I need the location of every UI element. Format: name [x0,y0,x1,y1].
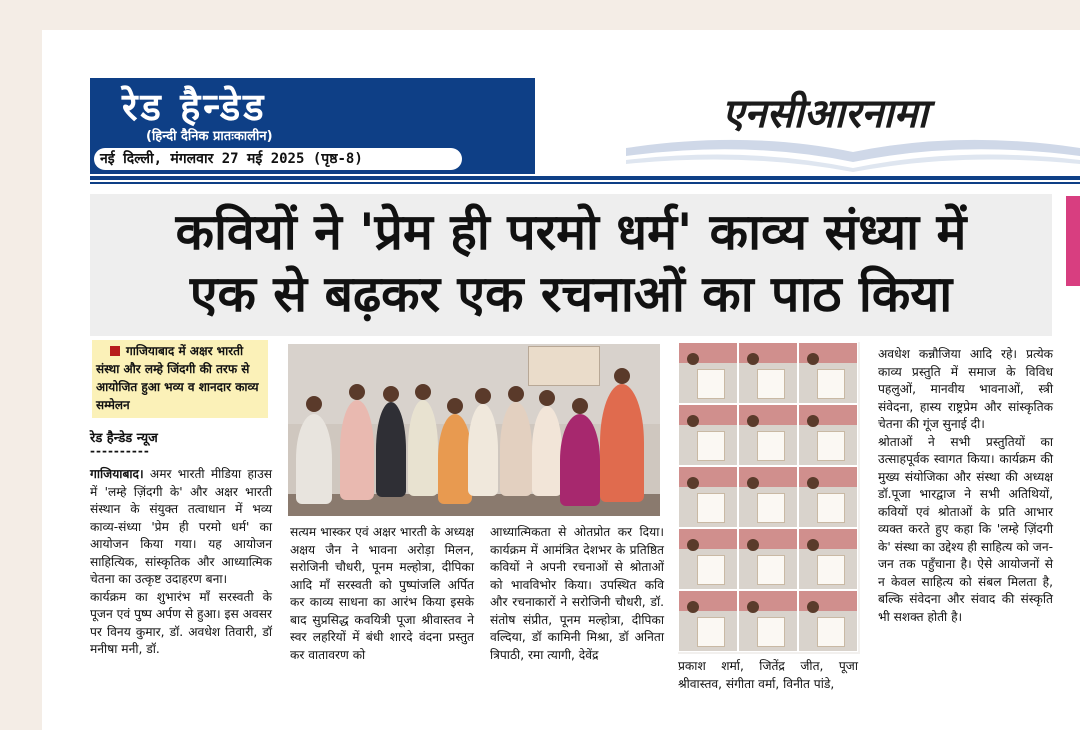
collage-photo [798,590,858,652]
section-title: एनसीआरनामा [722,90,928,137]
masthead-rule [90,176,1080,180]
collage-photo [738,466,798,528]
event-group-photo [288,344,660,516]
headline-line-1: कवियों ने 'प्रेम ही परमो धर्म' काव्य संध्या में [175,203,967,261]
article-paragraph: अमर भारती मीडिया हाउस में 'लम्हे ज़िंदगी के' और अक्षर भारती संस्थान के संयुक्त तत्वाधान में भव्य काव्य-संध्या 'प्रेम ही परमो धर्म' का आयोजन किया गया। यह आयोजन साहित्यिक, सांस्कृतिक और आध्यात्मिक चेतना का उत्कृष्ट उदाहरण बना। [90,467,272,586]
byline: रेड हैन्डेड न्यूज [90,431,158,446]
article-column-3: आध्यात्मिकता से ओतप्रोत कर दिया। कार्यक्रम में आमंत्रित देशभर के प्रतिष्ठित कवियों ने अपनी रचनाओं से श्रोताओं को भावविभोर किया। उपस्थित कवि और रचनाकारों ने सरोजिनी चौधरी, डॉ. संतोष संप्रीत, पूनम मल्होत्रा, दीपिका वल्दिया, डॉ कामिनी मिश्रा, डॉ अनिता त्रिपाठी, रमा त्यागी, देवेंद्र [490,525,664,662]
masthead-title: रेड हैन्डेड [122,84,267,129]
article-paragraph: अवधेश कन्नौजिया आदि रहे। प्रत्येक काव्य प्रस्तुति में समाज के विविध पहलुओं, मानवीय भावनाओं, स्त्री संवेदना, हास्य राष्ट्रप्रेम और सांस्कृतिक चेतना की गूंज सुनाई दी। [878,347,1053,431]
collage-photo [678,404,738,466]
adjacent-article-edge [1066,196,1080,286]
masthead-subtitle: (हिन्दी दैनिक प्रातःकालीन) [146,129,273,144]
collage-photo [798,404,858,466]
collage-photo [738,590,798,652]
collage-photo [738,528,798,590]
headline-line-2: एक से बढ़कर एक रचनाओं का पाठ किया [189,265,953,323]
collage-photo [738,342,798,404]
photo-banner [528,346,600,386]
highlight-box [92,340,268,418]
collage-photo [678,528,738,590]
collage-photo [798,342,858,404]
headline-block [90,194,1052,336]
article-dateline: गाजियाबाद। [90,467,144,481]
byline-divider: ---------- [90,444,150,458]
collage-photo [678,342,738,404]
collage-photo [678,466,738,528]
masthead-dateline: नई दिल्ली, मंगलवार 27 मई 2025 (पृष्ठ-8) [94,148,462,170]
article-paragraph: श्रोताओं ने सभी प्रस्तुतियों का उत्साहपूर्वक स्वागत किया। कार्यक्रम की मुख्य संयोजिका और संस्था की अध्यक्ष डॉ.पूजा भारद्वाज ने सभी अतिथियों, कवियों एवं श्रोताओं के प्रति आभार व्यक्त करते हुए कहा कि 'लम्हे ज़िंदगी के' संस्था का उद्देश्य ही साहित्य को जन-जन तक पहुँचाना है। ऐसे आयोजनों से न केवल साहित्य को संबल मिलता है, बल्कि संवेदना और संवाद की संस्कृति भी सशक्त होती है। [878,434,1053,624]
article-paragraph: कार्यक्रम का शुभारंभ माँ सरस्वती के पूजन एवं पुष्प अर्पण से हुआ। इस अवसर पर विनय कुमार, डॉ. अवधेश तिवारी, डॉ मनीषा मनी, डॉ. [90,589,272,656]
article-column-1 [90,466,272,659]
collage-photo [798,528,858,590]
collage-photo [738,404,798,466]
article-column-4: प्रकाश शर्मा, जितेंद्र जीत, पूजा श्रीवास्तव, संगीता वर्मा, विनीत पांडे, [678,659,858,691]
bullet-square-icon [110,346,120,356]
collage-photo [678,590,738,652]
highlight-text: गाजियाबाद में अक्षर भारती संस्था और लम्हे जिंदगी की तरफ से आयोजित हुआ भव्य व शानदार काव्य सम्मेलन [96,344,259,412]
poets-photo-collage [678,342,860,654]
collage-photo [798,466,858,528]
open-book-icon [626,134,1080,174]
article-column-5 [878,346,1053,626]
masthead-rule-thin [90,182,1080,184]
article-column-2: सत्यम भास्कर एवं अक्षर भारती के अध्यक्ष अक्षय जैन ने भावना अरोड़ा मिलन, सरोजिनी चौधरी, पूनम मल्होत्रा, दीपिका आदि माँ सरस्वती को पुष्पांजलि अर्पित कर काव्य साधना का आरंभ किया इसके बाद सुप्रसिद्ध कवयित्री पूजा श्रीवास्तव ने स्वर लहरियों में बंधी शारदे वंदना प्रस्तुत कर वातावरण को [290,525,474,662]
masthead [90,78,535,174]
